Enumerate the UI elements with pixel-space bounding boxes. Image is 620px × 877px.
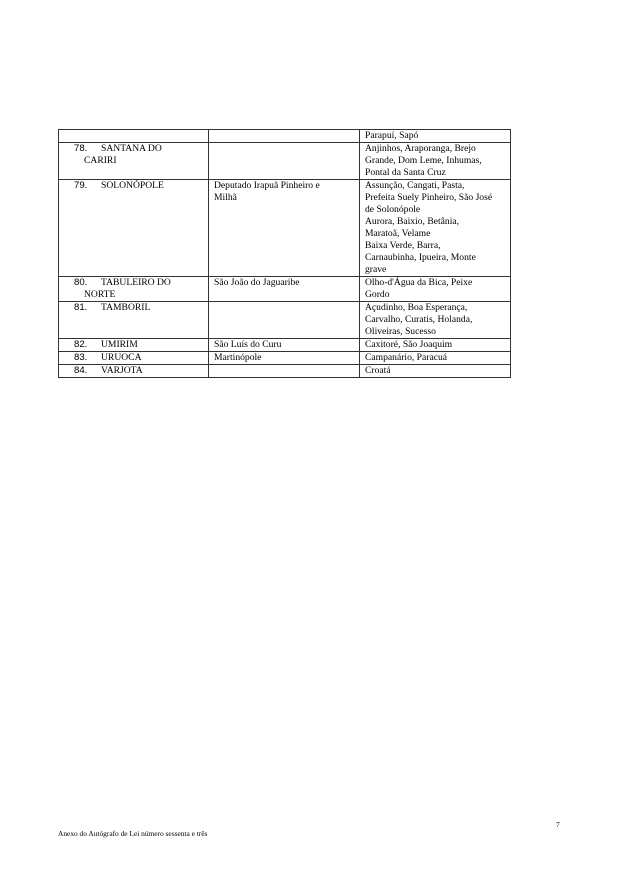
municipality-name: TABULEIRO DO <box>101 277 171 288</box>
neighbor-cell <box>209 365 360 378</box>
districts-line: Caxitoré, São Joaquim <box>365 339 453 350</box>
municipality-cell <box>59 365 209 378</box>
neighbor-line: Martinópole <box>214 352 262 363</box>
districts-cell <box>360 277 511 302</box>
table-row <box>59 339 511 352</box>
districts-line: Parapuí, Sapó <box>365 130 419 141</box>
municipality-cell <box>59 339 209 352</box>
table-row <box>59 180 511 277</box>
neighbor-cell <box>209 352 360 365</box>
municipality-cell <box>59 130 209 143</box>
districts-cell <box>360 302 511 339</box>
municipality-cell <box>59 352 209 365</box>
neighbor-cell <box>209 180 360 277</box>
municipality-name: SOLONÓPOLE <box>101 180 164 191</box>
districts-line: Oliveiras, Sucesso <box>365 326 436 337</box>
municipality-name: TAMBORIL <box>101 302 151 313</box>
neighbor-cell <box>209 277 360 302</box>
table-row <box>59 130 511 143</box>
row-number: 80. <box>74 277 88 288</box>
neighbor-line: São João do Jaguaribe <box>214 277 300 288</box>
districts-line: Assunção, Cangati, Pasta, <box>365 180 465 191</box>
table-row <box>59 277 511 302</box>
districts-line: de Solonópole <box>365 204 421 215</box>
row-number: 79. <box>74 180 88 191</box>
municipality-cell <box>59 277 209 302</box>
districts-line: Grande, Dom Leme, Inhumas, <box>365 155 482 166</box>
districts-cell <box>360 130 511 143</box>
municipality-cell <box>59 302 209 339</box>
districts-line: Anjinhos, Araporanga, Brejo <box>365 143 476 154</box>
districts-cell <box>360 143 511 180</box>
districts-line: Carnaubinha, Ipueira, Monte <box>365 252 476 263</box>
neighbor-cell <box>209 130 360 143</box>
neighbor-cell <box>209 143 360 180</box>
districts-line: Campanário, Paracuá <box>365 352 448 363</box>
municipality-name: SANTANA DO <box>101 143 162 154</box>
municipality-cell <box>59 143 209 180</box>
districts-line: Baixa Verde, Barra, <box>365 240 441 251</box>
neighbor-cell <box>209 302 360 339</box>
districts-line: Aurora, Baixio, Betânia, <box>365 216 460 227</box>
municipality-name-cont: NORTE <box>84 289 116 300</box>
districts-cell <box>360 352 511 365</box>
districts-cell <box>360 365 511 378</box>
municipality-name: UMIRIM <box>101 339 138 350</box>
districts-cell <box>360 180 511 277</box>
row-number: 81. <box>74 302 88 313</box>
municipality-name: VARJOTA <box>101 365 143 376</box>
row-number: 83. <box>74 352 88 363</box>
neighbor-line: Deputado Irapuã Pinheiro e <box>214 180 320 191</box>
neighbor-cell <box>209 339 360 352</box>
districts-line: grave <box>365 264 387 275</box>
municipality-name: URUOCA <box>101 352 142 363</box>
districts-line: Croatá <box>365 365 391 376</box>
districts-line: Açudinho, Boa Esperança, <box>365 302 468 313</box>
districts-line: Pontal da Santa Cruz <box>365 167 446 178</box>
table-row <box>59 302 511 339</box>
municipality-name-cont: CARIRI <box>84 155 117 166</box>
districts-line: Prefeita Suely Pinheiro, São José <box>365 192 493 203</box>
table-row <box>59 143 511 180</box>
page-number: 7 <box>556 820 560 829</box>
districts-cell <box>360 339 511 352</box>
row-number: 78. <box>74 143 88 154</box>
municipality-cell <box>59 180 209 277</box>
districts-line: Carvalho, Curatis, Holanda, <box>365 314 473 325</box>
districts-line: Olho-d'Água da Bica, Peixe <box>365 277 473 288</box>
row-number: 84. <box>74 365 88 376</box>
districts-line: Gordo <box>365 289 390 300</box>
table-row <box>59 365 511 378</box>
neighbor-line: Milhã <box>214 192 237 203</box>
table-row <box>59 352 511 365</box>
districts-line: Maratoã, Velame <box>365 228 431 239</box>
footer-text: Anexo do Autógrafo de Lei número sessenta e três <box>58 829 208 838</box>
municipality-district-table <box>58 129 511 378</box>
neighbor-line: São Luís do Curu <box>214 339 282 350</box>
row-number: 82. <box>74 339 88 350</box>
